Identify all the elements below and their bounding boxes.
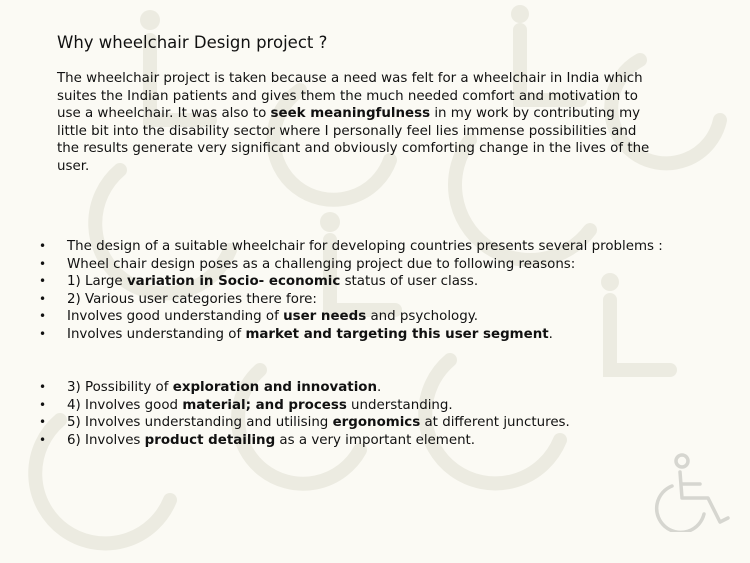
wheelchair-accessibility-icon: [652, 452, 736, 532]
list-item: • 5) Involves understanding and utilising ergonomics at different junctures.: [0, 414, 570, 432]
intro-text-2: in my work by contributing my little bit into the disability sector where I personally feel lies immense possibilities and the results generate very significant and obviously comforting change in the lives of the user.: [57, 106, 650, 174]
list-item: • Involves good understanding of user needs and psychology.: [0, 308, 663, 326]
list-item: • 1) Large variation in Socio- economic status of user class.: [0, 273, 663, 291]
list-item: • The design of a suitable wheelchair for developing countries presents several problems :: [0, 238, 663, 256]
reasons-list: [0, 238, 663, 343]
list-item: • 3) Possibility of exploration and innovation.: [0, 379, 570, 397]
intro-paragraph: [57, 70, 657, 175]
page-title: Why wheelchair Design project ?: [57, 33, 328, 52]
intro-text-1: The wheelchair project is taken because a need was felt for a wheelchair in India which suites the Indian patients and gives them the much needed comfort and motivation to use a wheelchair. It was also to: [57, 71, 643, 121]
intro-bold-text: seek meaningfulness: [270, 106, 431, 121]
list-item: • 6) Involves product detailing as a very important element.: [0, 432, 570, 450]
list-item: • 2) Various user categories there fore:: [0, 291, 663, 309]
reasons-list-continued: [0, 379, 570, 449]
list-item: • 4) Involves good material; and process understanding.: [0, 397, 570, 415]
list-item: • Involves understanding of market and targeting this user segment.: [0, 326, 663, 344]
list-item: • Wheel chair design poses as a challenging project due to following reasons:: [0, 256, 663, 274]
